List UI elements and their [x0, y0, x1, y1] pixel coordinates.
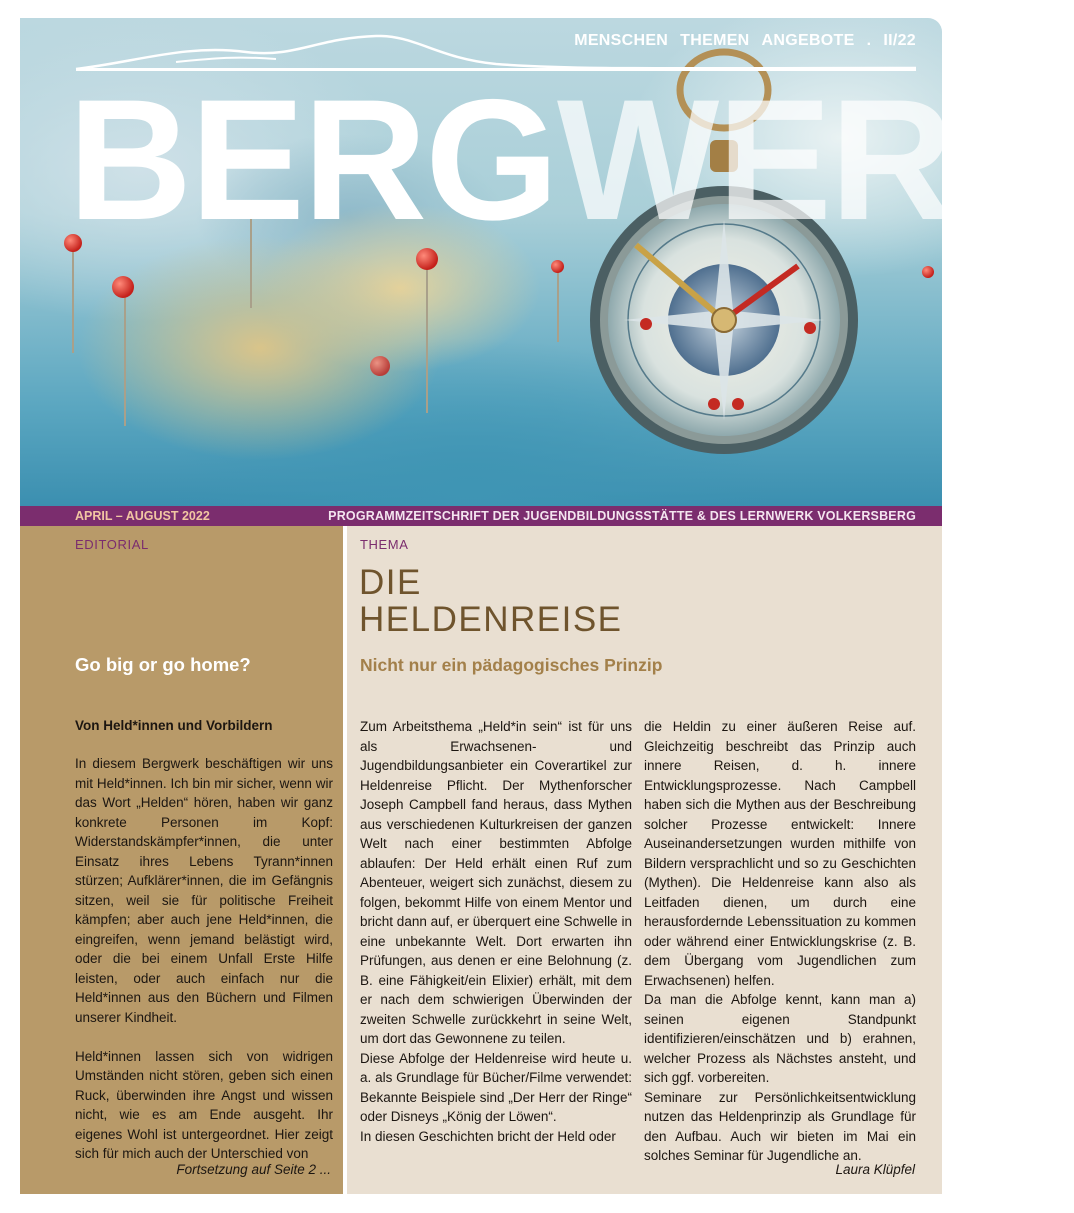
cover-image [20, 18, 1074, 506]
nav-item-angebote[interactable]: ANGEBOTE [761, 32, 855, 49]
article-subtitle: Nicht nur ein pädagogisches Prinzip [360, 655, 663, 675]
article-author: Laura Klüpfel [835, 1162, 915, 1177]
article-column-2 [644, 717, 916, 1166]
editorial-label: EDITORIAL [75, 537, 149, 552]
magazine-logo [68, 64, 1074, 256]
map-pin-head-icon [922, 266, 934, 278]
editorial-body [75, 754, 333, 1164]
article-paragraph: Da man die Abfolge kennt, kann man a) seinen eigenen Standpunkt identifizieren/einschätzen und b) erahnen, welcher Prozess als Nächstes ansteht, und sich ggf. vorbereiten. [644, 992, 916, 1085]
article-title-line: DIE [359, 563, 422, 602]
tagline: PROGRAMMZEITSCHRIFT DER JUGENDBILDUNGSSTÄTTE & DES LERNWERK VOLKERSBERG [328, 509, 916, 523]
map-pin-icon [426, 263, 428, 413]
thema-section [347, 526, 942, 1194]
editorial-subtitle: Von Held*innen und Vorbildern [75, 718, 273, 733]
nav-item-themen[interactable]: THEMEN [680, 32, 750, 49]
article-paragraph: In diesen Geschichten bricht der Held oder [360, 1128, 616, 1144]
article-title [359, 564, 623, 638]
issue-number: II/22 [883, 32, 916, 49]
map-pin-icon [124, 286, 126, 426]
map-pin-icon [557, 272, 559, 342]
map-pin-icon [72, 243, 74, 353]
article-paragraph: Diese Abfolge der Heldenreise wird heute u. a. als Grundlage für Bücher/Filme verwendet: Bekannte Beispiele sind „Der Herr der Ringe“ oder Disneys „König der Löwen“. [360, 1050, 632, 1124]
nav-item-menschen[interactable]: MENSCHEN [574, 32, 669, 49]
header-nav [574, 32, 916, 50]
info-bar [20, 506, 942, 526]
editorial-paragraph: Held*innen lassen sich von widrigen Umständen nicht stören, geben sich einen Ruck, überwinden ihre Angst und wissen nicht, wie es am Ende ausgeht. Ihr eigenes Wohl ist untergeordnet. Hier zeigt sich für mich auch der Unterschied von [75, 1048, 333, 1161]
issue-date: APRIL – AUGUST 2022 [75, 509, 210, 523]
article-column-1 [360, 717, 632, 1146]
thema-label: THEMA [360, 537, 409, 552]
nav-separator: . [866, 32, 872, 49]
logo-part-1: BERG [68, 64, 557, 256]
map-pin-head-icon [551, 260, 564, 273]
article-title-line: HELDENREISE [359, 600, 623, 639]
map-pin-head-icon [370, 356, 390, 376]
map-pin-head-icon [112, 276, 134, 298]
article-paragraph: Zum Arbeitsthema „Held*in sein“ ist für uns als Erwachsenen- und Jugendbildungsanbieter ein Coverartikel zur Heldenreise Pflicht. Der Mythenforscher Joseph Campbell fand heraus, dass Mythen aus verschiedenen Kulturkreisen der ganzen Welt nach einer bestimmten Abfolge ablaufen: Der Held erhält einen Ruf zum Abenteuer, weigert sich zunächst, diesem zu folgen, bekommt Hilfe von einem Mentor und bricht dann auf, er überquert eine Schwelle in eine unbekannte Welt. Dort erwarten ihn Prüfungen, aus denen er eine Belohnung (z. B. eine Fähigkeit/ein Elixier) erhält, mit dem er nach dem schwierigen Überwinden der zweiten Schwelle zurückkehrt in seine Welt, um dort das Gewonnene zu teilen. [360, 719, 632, 1046]
editorial-title: Go big or go home? [75, 654, 251, 675]
article-paragraph: Seminare zur Persönlichkeitsentwicklung nutzen das Heldenprinzip als Grundlage für den Aufbau. Auch wir bieten im Mai ein solches Seminar für Jugendliche an. [644, 1089, 916, 1163]
continuation-note[interactable]: Fortsetzung auf Seite 2 ... [176, 1162, 331, 1177]
editorial-column [20, 526, 343, 1194]
logo-part-2: WERK [556, 64, 1074, 256]
editorial-paragraph: In diesem Bergwerk beschäftigen wir uns mit Held*innen. Ich bin mir sicher, wenn wir das Wort „Helden“ hören, haben wir ganz konkrete Personen im Kopf: Widerstandskämpfer*innen, die unter Einsatz ihres Lebens Tyrann*innen stürzen; Aufklärer*innen, die im Gefängnis sitzen, weil sie für politische Freiheit kämpfen; aber auch jene Held*innen, die eingreifen, wenn jemand belästigt wird, oder die bei einem Unfall Erste Hilfe leisten, oder auch einfach nur die Held*innen aus den Büchern und Filmen unserer Kindheit. [75, 756, 333, 1025]
article-paragraph: die Heldin zu einer äußeren Reise auf. Gleichzeitig beschreibt das Prinzip auch innere Reisen, d. h. innere Entwicklungsprozesse. Nach Campbell haben sich die Mythen aus der Beschreibung solcher Prozesse entwickelt: Innere Auseinandersetzungen wurden mithilfe von Bildern versprachlicht und so zu Geschichten (Mythen). Die Heldenreise kann also als Leitfaden dienen, um durch eine herausfordernde Lebenssituation zu kommen oder während einer Entwicklungskrise (z. B. dem Übergang vom Jugendlichen zum Erwachsenen) helfen. [644, 719, 916, 988]
